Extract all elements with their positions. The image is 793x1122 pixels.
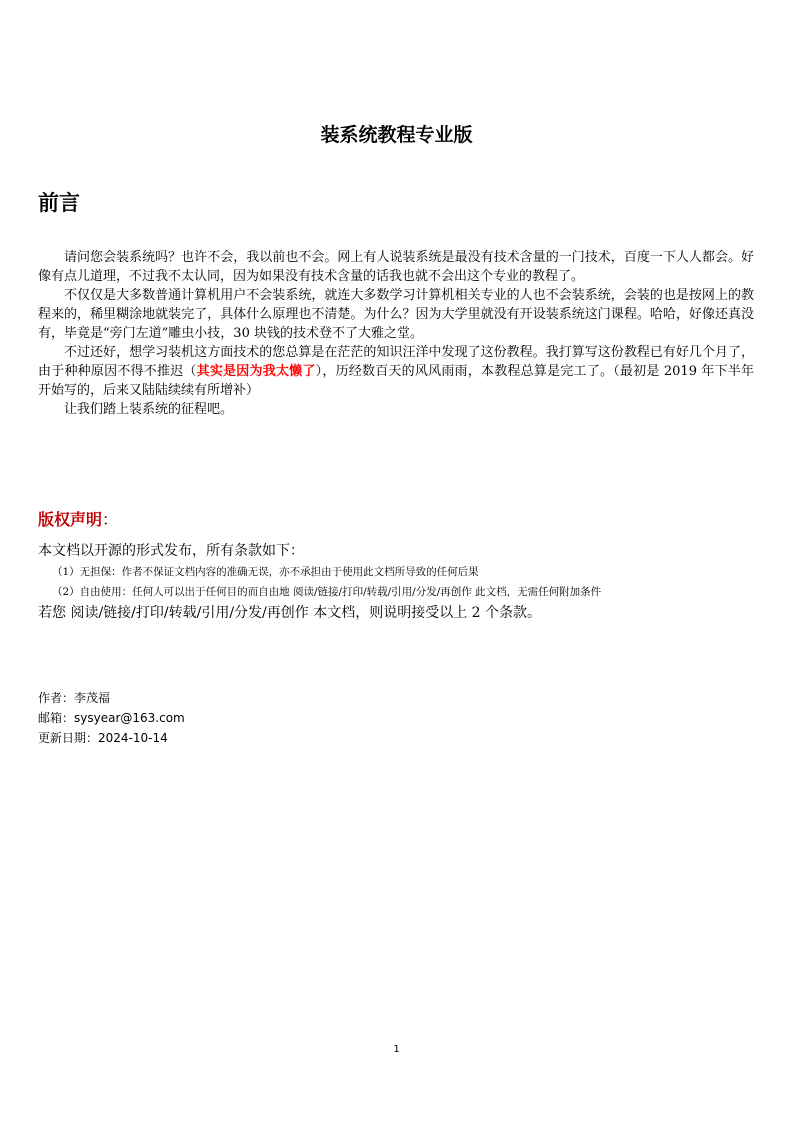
preface-body bbox=[38, 248, 754, 419]
copyright-heading-label: 版权声明 bbox=[38, 510, 103, 529]
preface-paragraph-1: 请问您会装系统吗？也许不会，我以前也不会。网上有人说装系统是最没有技术含量的一门技术，百度一下人人都会。好像有点儿道理，不过我不太认同，因为如果没有技术含量的话我也就不会出这个专业的教程了。 bbox=[38, 250, 754, 284]
preface-paragraph-3-lead: 不过还好，想学习装机这方面技术的您总算是在茫茫的知识汪洋中发现了这份教程。我打算写这份教程已有好几个月了，由于种种原因不得不推迟（ bbox=[38, 345, 754, 379]
email-line bbox=[38, 708, 185, 728]
license-acceptance: 若您 阅读/链接/打印/转载/引用/分发/再创作 本文档，则说明接受以上 2 个条款。 bbox=[38, 605, 542, 621]
preface-paragraph-3 bbox=[38, 343, 754, 400]
preface-paragraph-3-tail: ），历经数百天的风风雨雨，本教程总算是完工了。（最初是 2019 年下半年开始写的，后来又陆陆续续有所增补） bbox=[38, 364, 754, 398]
author-line bbox=[38, 688, 185, 708]
license-clause-no-warranty: （1）无担保：作者不保证文档内容的准确无误，亦不承担由于使用此文档所导致的任何后果 bbox=[52, 566, 479, 578]
copyright-heading bbox=[38, 508, 118, 532]
author-label: 作者： bbox=[38, 691, 75, 705]
author-name: 李茂福 bbox=[74, 691, 111, 705]
page-number: 1 bbox=[393, 1044, 400, 1055]
updated-label: 更新日期： bbox=[38, 731, 99, 745]
updated-line bbox=[38, 728, 185, 748]
email-address[interactable]: sysyear@163.com bbox=[74, 711, 185, 725]
document-title: 装系统教程专业版 bbox=[320, 124, 473, 146]
preface-paragraph-2: 不仅仅是大多数普通计算机用户不会装系统，就连大多数学习计算机相关专业的人也不会装系统，会装的也是按网上的教程来的，稀里糊涂地就装完了，具体什么原理也不清楚。为什么？因为大学里就没有开设装系统这门课程。哈哈，好像还真没有，毕竟是“旁门左道”雕虫小技，30 块钱的技术登不了大雅之堂。 bbox=[38, 288, 754, 341]
document-meta bbox=[38, 688, 185, 748]
preface-paragraph-4: 让我们踏上装系统的征程吧。 bbox=[64, 402, 234, 417]
lazy-highlight-text: 其实是因为我太懒了 bbox=[196, 364, 316, 379]
email-label: 邮箱： bbox=[38, 711, 75, 725]
copyright-heading-colon: ： bbox=[102, 510, 119, 529]
preface-heading: 前言 bbox=[38, 191, 80, 215]
license-clause-free-use: （2）自由使用：任何人可以出于任何目的而自由地 阅读/链接/打印/转载/引用/分发/再创作 此文档，无需任何附加条件 bbox=[52, 586, 602, 598]
license-intro: 本文档以开源的形式发布，所有条款如下： bbox=[38, 543, 304, 559]
updated-date: 2024-10-14 bbox=[98, 731, 168, 745]
